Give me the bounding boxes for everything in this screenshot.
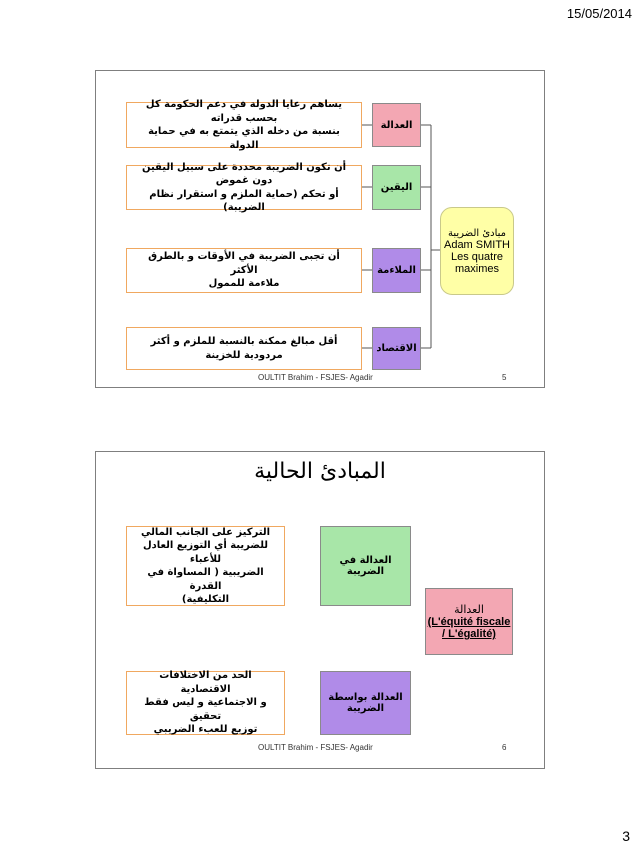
row-4-text xyxy=(126,327,362,370)
row-2-text-line-1: أن تكون الضريبة محددة على سبيل اليقين دون غموض xyxy=(141,161,347,186)
bottom-text-line-1: الحد من الاختلافات الاقتصادية xyxy=(159,670,252,695)
top-text-line-4: التكليفية) xyxy=(181,594,230,605)
row-4-label: الاقتصاد xyxy=(372,327,421,370)
page-number: 3 xyxy=(622,828,630,844)
top-text-line-3: الضريبية ( المساواة في القدرة xyxy=(147,567,264,592)
row-2-text xyxy=(126,161,362,213)
equity-french-1: (L'équité fiscale xyxy=(427,616,511,628)
equity-arabic: العدالة xyxy=(454,603,484,616)
row-1-text-line-1: يساهم رعايا الدولة في دعم الحكومة كل بحسب قدراته xyxy=(145,99,343,124)
adam-smith-maxims-box xyxy=(440,207,514,295)
top-text-line-2: للضريبة أي التوزيع العادل للأعباء xyxy=(142,540,269,565)
row-2-label: اليقين xyxy=(372,165,421,210)
row-1-label: العدالة xyxy=(372,103,421,147)
row-3-text-line-1: أن تجبى الضريبة في الأوقات و بالطرق الأكثر xyxy=(148,251,340,276)
bottom-text-line-3: توزيع للعبء الضريبي xyxy=(153,724,258,736)
row-1-text-line-2: بنسبة من دخله الذي يتمتع به في حماية الدولة xyxy=(148,126,340,151)
row-4-text-line-1: أقل مبالغ ممكنة بالنسبة للملزم و أكثر مردودية للخزينة xyxy=(150,336,338,361)
slide-5-number: 5 xyxy=(502,373,507,382)
bottom-text xyxy=(126,671,285,735)
row-1-text xyxy=(126,99,362,151)
maxims-line-3: Les quatre xyxy=(451,250,503,263)
equity-french-2: / L'égalité) xyxy=(442,628,496,640)
bottom-text-line-2: و الاجتماعية و ليس فقط تحقيق xyxy=(144,697,267,722)
row-2-text-line-2: أو تحكم (حماية الملزم و استقرار نظام الضريبة) xyxy=(149,188,339,213)
print-date: 15/05/2014 xyxy=(566,6,632,21)
maxims-title-arabic: مبادئ الضريبة xyxy=(447,227,507,239)
row-3-text-line-2: ملاءمة للممول xyxy=(208,278,280,290)
equity-box xyxy=(425,588,513,655)
maxims-line-4: maximes xyxy=(454,262,499,275)
bottom-label: العدالة بواسطة الضريبة xyxy=(320,671,411,735)
slide-6-number: 6 xyxy=(502,743,507,752)
row-3-text xyxy=(126,248,362,293)
top-label: العدالة في الضريبة xyxy=(320,526,411,606)
top-text-line-1: التركيز على الجانب المالي xyxy=(140,526,271,538)
top-text xyxy=(126,526,285,606)
row-3-label: الملاءمة xyxy=(372,248,421,293)
slide-5-footer: OULTIT Brahim - FSJES- Agadir xyxy=(258,373,373,382)
slide-6-footer: OULTIT Brahim - FSJES- Agadir xyxy=(258,743,373,752)
slide-6-title: المبادئ الحالية xyxy=(254,459,386,484)
maxims-author: Adam SMITH xyxy=(443,238,510,251)
